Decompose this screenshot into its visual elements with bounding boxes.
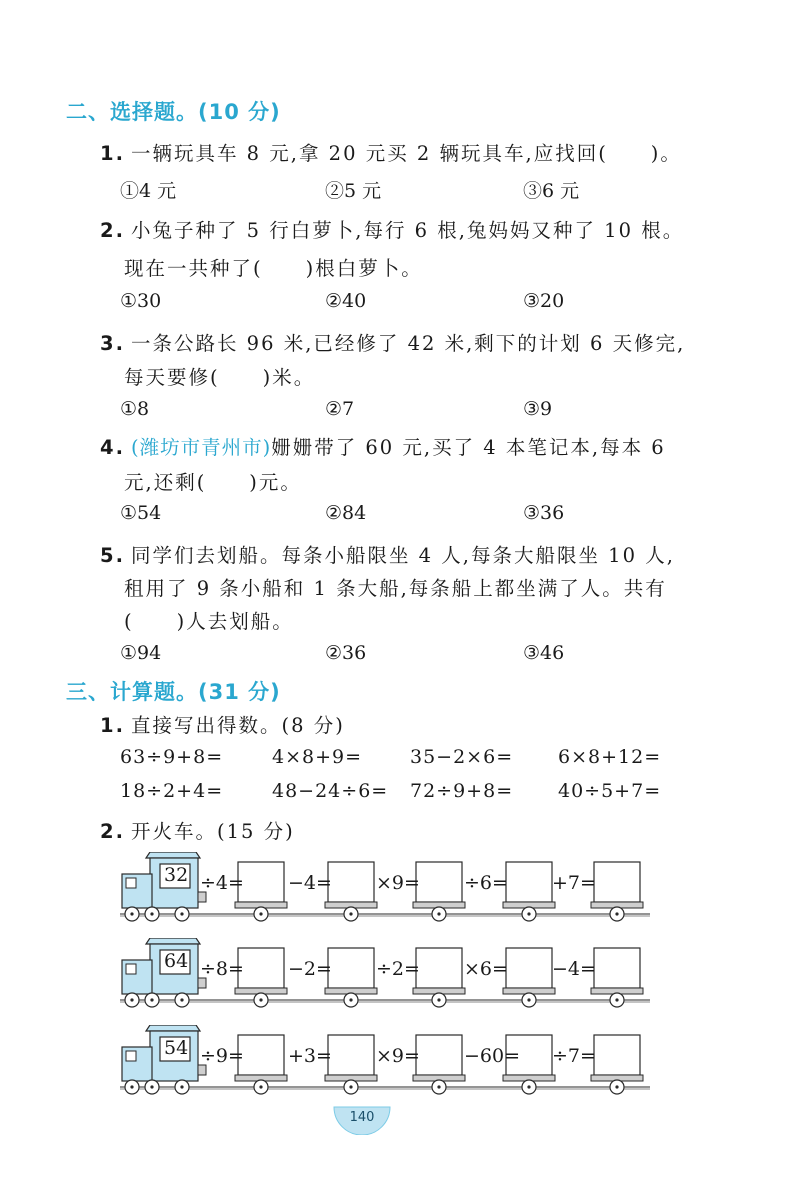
wheel-hub [150,998,153,1001]
operation-label: ×9= [376,1045,420,1067]
wheel-hub [259,1085,262,1088]
option-2-3: ③20 [523,290,565,312]
operation-label: ÷2= [376,958,420,980]
option-4-3: ③36 [523,502,565,524]
wheel-hub [130,1085,133,1088]
answer-box [238,948,284,988]
answer-box [416,862,462,902]
wheel-hub [437,912,440,915]
wheel-hub [349,1085,352,1088]
operation-label: ÷9= [200,1045,244,1067]
answer-box [594,948,640,988]
option-1-3: ③6 元 [523,180,580,202]
operation-label: ÷6= [464,872,508,894]
locomotive-chimney [146,938,200,944]
question-5-line-3: ( )人去划船。 [124,610,294,633]
option-1-2: ②5 元 [325,180,382,202]
start-number: 32 [164,864,189,886]
operation-label: ×6= [464,958,508,980]
calc-item: 6×8+12= [558,746,662,768]
answer-box [328,862,374,902]
calc-item: 72÷9+8= [410,780,514,802]
answer-box [238,862,284,902]
wheel-hub [615,912,618,915]
operation-label: −4= [288,872,332,894]
section-title-calculation: 三、计算题。(31 分) [66,680,281,704]
start-number: 64 [164,950,189,972]
operation-label: ×9= [376,872,420,894]
question-5: 5. 同学们去划船。每条小船限坐 4 人,每条大船限坐 10 人, [100,544,675,567]
train-row [120,938,650,1018]
question-4-line-2: 元,还剩( )元。 [124,471,302,494]
option-5-1: ①94 [120,642,162,664]
answer-box [506,862,552,902]
option-1-1: ①4 元 [120,180,177,202]
train-row [120,852,650,932]
option-5-3: ③46 [523,642,565,664]
operation-label: +7= [552,872,596,894]
question-3: 3. 一条公路长 96 米,已经修了 42 米,剩下的计划 6 天修完, [100,332,686,355]
question-4: 4. (潍坊市青州市)姗姗带了 60 元,买了 4 本笔记本,每本 6 [100,436,666,459]
calc-item: 48−24÷6= [272,780,389,802]
calc-item: 40÷5+7= [558,780,662,802]
locomotive-chimney [146,852,200,858]
question-1: 1. 一辆玩具车 8 元,拿 20 元买 2 辆玩具车,应找回( )。 [100,142,682,165]
operation-label: ÷8= [200,958,244,980]
calc-question-2: 2. 开火车。(15 分) [100,820,295,843]
option-3-2: ②7 [325,398,355,420]
answer-box [328,1035,374,1075]
answer-box [594,862,640,902]
wheel-hub [150,912,153,915]
wheel-hub [615,998,618,1001]
calc-item: 4×8+9= [272,746,363,768]
wheel-hub [437,998,440,1001]
option-3-1: ①8 [120,398,150,420]
answer-box [238,1035,284,1075]
wheel-hub [259,912,262,915]
option-2-2: ②40 [325,290,367,312]
locomotive-window [126,1051,136,1061]
operation-label: +3= [288,1045,332,1067]
option-3-3: ③9 [523,398,553,420]
answer-box [594,1035,640,1075]
wheel-hub [130,998,133,1001]
wheel-hub [180,912,183,915]
train-row [120,1025,650,1105]
wheel-hub [527,1085,530,1088]
question-source: (潍坊市青州市) [130,436,272,459]
section-title-choice: 二、选择题。(10 分) [66,100,281,124]
wheel-hub [180,1085,183,1088]
calc-item: 63÷9+8= [120,746,224,768]
operation-label: ÷7= [552,1045,596,1067]
question-3-line-2: 每天要修( )米。 [124,366,316,389]
wheel-hub [527,912,530,915]
locomotive-window [126,878,136,888]
calc-question-1: 1. 直接写出得数。(8 分) [100,714,345,737]
operation-label: −60= [464,1045,521,1067]
locomotive-chimney [146,1025,200,1031]
calc-item: 35−2×6= [410,746,514,768]
calc-item: 18÷2+4= [120,780,224,802]
operation-label: −2= [288,958,332,980]
option-2-1: ①30 [120,290,162,312]
question-5-line-2: 租用了 9 条小船和 1 条大船,每条船上都坐满了人。共有 [124,577,667,600]
wheel-hub [527,998,530,1001]
locomotive-window [126,964,136,974]
wheel-hub [259,998,262,1001]
wheel-hub [437,1085,440,1088]
option-4-2: ②84 [325,502,367,524]
question-2: 2. 小兔子种了 5 行白萝卜,每行 6 根,兔妈妈又种了 10 根。 [100,219,685,242]
option-4-1: ①54 [120,502,162,524]
answer-box [416,1035,462,1075]
answer-box [416,948,462,988]
answer-box [506,948,552,988]
wheel-hub [130,912,133,915]
question-2-line-2: 现在一共种了( )根白萝卜。 [124,257,423,280]
operation-label: ÷4= [200,872,244,894]
operation-label: −4= [552,958,596,980]
wheel-hub [180,998,183,1001]
option-5-2: ②36 [325,642,367,664]
wheel-hub [615,1085,618,1088]
wheel-hub [349,998,352,1001]
page-number: 140 [349,1110,375,1125]
start-number: 54 [164,1037,189,1059]
wheel-hub [349,912,352,915]
wheel-hub [150,1085,153,1088]
answer-box [328,948,374,988]
